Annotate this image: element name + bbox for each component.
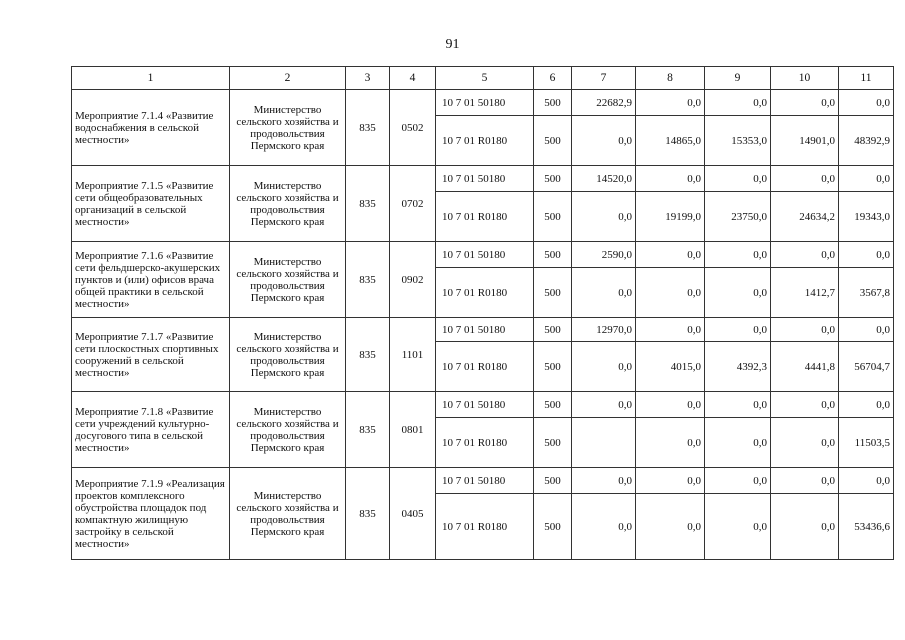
value-cell-8: 0,0: [636, 268, 705, 318]
kcsr-cell: 10 7 01 50180: [436, 318, 534, 342]
value-cell-7: 0,0: [572, 268, 636, 318]
ministry-cell: Министерство сельского хозяйства и продовольствия Пермского края: [230, 166, 346, 242]
kcsr-cell: 10 7 01 50180: [436, 90, 534, 116]
value-cell-7: 0,0: [572, 116, 636, 166]
value-cell-10: 1412,7: [771, 268, 839, 318]
value-cell-9: 0,0: [705, 468, 771, 494]
value-cell-10: 4441,8: [771, 342, 839, 392]
vr-cell: 500: [534, 166, 572, 192]
vr-cell: 500: [534, 242, 572, 268]
section-cell: 0405: [390, 468, 436, 560]
value-cell-9: 4392,3: [705, 342, 771, 392]
header-cell: 3: [346, 67, 390, 90]
value-cell-8: 0,0: [636, 494, 705, 560]
value-cell-11: 11503,5: [839, 418, 894, 468]
value-cell-11: 19343,0: [839, 192, 894, 242]
vr-cell: 500: [534, 418, 572, 468]
value-cell-7: 0,0: [572, 494, 636, 560]
value-cell-10: 0,0: [771, 242, 839, 268]
value-cell-10: 0,0: [771, 90, 839, 116]
kcsr-cell: 10 7 01 R0180: [436, 268, 534, 318]
value-cell-9: 23750,0: [705, 192, 771, 242]
value-cell-10: 0,0: [771, 392, 839, 418]
section-cell: 0801: [390, 392, 436, 468]
value-cell-10: 0,0: [771, 468, 839, 494]
table-row: [72, 392, 894, 418]
section-cell: 1101: [390, 318, 436, 392]
header-cell: 7: [572, 67, 636, 90]
ministry-cell: Министерство сельского хозяйства и продовольствия Пермского края: [230, 468, 346, 560]
value-cell-10: 24634,2: [771, 192, 839, 242]
vr-cell: 500: [534, 342, 572, 392]
value-cell-11: 3567,8: [839, 268, 894, 318]
kcsr-cell: 10 7 01 R0180: [436, 192, 534, 242]
value-cell-9: 0,0: [705, 418, 771, 468]
value-cell-8: 0,0: [636, 468, 705, 494]
value-cell-10: 0,0: [771, 318, 839, 342]
value-cell-9: 15353,0: [705, 116, 771, 166]
value-cell-9: 0,0: [705, 166, 771, 192]
event-name-cell: Мероприятие 7.1.9 «Реализация проектов комплексного обустройства площадок под компактную жилищную застройку в сельской местности»: [72, 468, 230, 560]
value-cell-8: 0,0: [636, 318, 705, 342]
event-name-cell: Мероприятие 7.1.8 «Развитие сети учреждений культурно-досугового типа в сельской местности»: [72, 392, 230, 468]
page-number: 91: [445, 37, 460, 52]
value-cell-8: 0,0: [636, 242, 705, 268]
value-cell-7: 0,0: [572, 468, 636, 494]
table-row: [72, 242, 894, 268]
vr-cell: 500: [534, 468, 572, 494]
value-cell-9: 0,0: [705, 318, 771, 342]
value-cell-7: 12970,0: [572, 318, 636, 342]
code-cell: 835: [346, 242, 390, 318]
value-cell-8: 14865,0: [636, 116, 705, 166]
header-cell: 9: [705, 67, 771, 90]
vr-cell: 500: [534, 392, 572, 418]
header-cell: 8: [636, 67, 705, 90]
value-cell-8: 4015,0: [636, 342, 705, 392]
header-cell: 5: [436, 67, 534, 90]
value-cell-7: 22682,9: [572, 90, 636, 116]
vr-cell: 500: [534, 90, 572, 116]
section-cell: 0702: [390, 166, 436, 242]
vr-cell: 500: [534, 268, 572, 318]
value-cell-11: 0,0: [839, 318, 894, 342]
value-cell-7: [572, 418, 636, 468]
value-cell-10: 0,0: [771, 418, 839, 468]
value-cell-11: 0,0: [839, 242, 894, 268]
value-cell-7: 0,0: [572, 392, 636, 418]
value-cell-9: 0,0: [705, 242, 771, 268]
code-cell: 835: [346, 392, 390, 468]
value-cell-11: 0,0: [839, 392, 894, 418]
kcsr-cell: 10 7 01 R0180: [436, 116, 534, 166]
vr-cell: 500: [534, 318, 572, 342]
value-cell-11: 0,0: [839, 166, 894, 192]
value-cell-8: 0,0: [636, 90, 705, 116]
ministry-cell: Министерство сельского хозяйства и продовольствия Пермского края: [230, 242, 346, 318]
vr-cell: 500: [534, 192, 572, 242]
kcsr-cell: 10 7 01 50180: [436, 392, 534, 418]
value-cell-9: 0,0: [705, 494, 771, 560]
ministry-cell: Министерство сельского хозяйства и продовольствия Пермского края: [230, 392, 346, 468]
vr-cell: 500: [534, 116, 572, 166]
value-cell-11: 0,0: [839, 90, 894, 116]
kcsr-cell: 10 7 01 50180: [436, 242, 534, 268]
ministry-cell: Министерство сельского хозяйства и продовольствия Пермского края: [230, 318, 346, 392]
ministry-cell: Министерство сельского хозяйства и продовольствия Пермского края: [230, 90, 346, 166]
value-cell-11: 48392,9: [839, 116, 894, 166]
section-cell: 0902: [390, 242, 436, 318]
header-cell: 2: [230, 67, 346, 90]
value-cell-7: 2590,0: [572, 242, 636, 268]
kcsr-cell: 10 7 01 R0180: [436, 418, 534, 468]
kcsr-cell: 10 7 01 R0180: [436, 494, 534, 560]
value-cell-7: 14520,0: [572, 166, 636, 192]
value-cell-10: 0,0: [771, 494, 839, 560]
event-name-cell: Мероприятие 7.1.5 «Развитие сети общеобразовательных организаций в сельской местности»: [72, 166, 230, 242]
kcsr-cell: 10 7 01 R0180: [436, 342, 534, 392]
section-cell: 0502: [390, 90, 436, 166]
value-cell-7: 0,0: [572, 342, 636, 392]
table-row: [72, 468, 894, 494]
value-cell-11: 0,0: [839, 468, 894, 494]
header-cell: 1: [72, 67, 230, 90]
code-cell: 835: [346, 166, 390, 242]
event-name-cell: Мероприятие 7.1.6 «Развитие сети фельдшерско-акушерских пунктов и (или) офисов врача общей практики в сельской местности»: [72, 242, 230, 318]
table-row: [72, 166, 894, 192]
code-cell: 835: [346, 468, 390, 560]
value-cell-9: 0,0: [705, 268, 771, 318]
kcsr-cell: 10 7 01 50180: [436, 468, 534, 494]
header-row: [72, 67, 894, 90]
table-row: [72, 90, 894, 116]
kcsr-cell: 10 7 01 50180: [436, 166, 534, 192]
code-cell: 835: [346, 318, 390, 392]
code-cell: 835: [346, 90, 390, 166]
header-cell: 6: [534, 67, 572, 90]
value-cell-10: 0,0: [771, 166, 839, 192]
value-cell-10: 14901,0: [771, 116, 839, 166]
event-name-cell: Мероприятие 7.1.7 «Развитие сети плоскостных спортивных сооружений в сельской местности»: [72, 318, 230, 392]
event-name-cell: Мероприятие 7.1.4 «Развитие водоснабжения в сельской местности»: [72, 90, 230, 166]
value-cell-8: 0,0: [636, 418, 705, 468]
value-cell-8: 0,0: [636, 392, 705, 418]
table-row: [72, 318, 894, 342]
value-cell-11: 53436,6: [839, 494, 894, 560]
value-cell-9: 0,0: [705, 392, 771, 418]
value-cell-7: 0,0: [572, 192, 636, 242]
value-cell-9: 0,0: [705, 90, 771, 116]
header-cell: 4: [390, 67, 436, 90]
budget-table: [71, 66, 894, 560]
header-cell: 11: [839, 67, 894, 90]
value-cell-8: 0,0: [636, 166, 705, 192]
vr-cell: 500: [534, 494, 572, 560]
value-cell-11: 56704,7: [839, 342, 894, 392]
value-cell-8: 19199,0: [636, 192, 705, 242]
header-cell: 10: [771, 67, 839, 90]
